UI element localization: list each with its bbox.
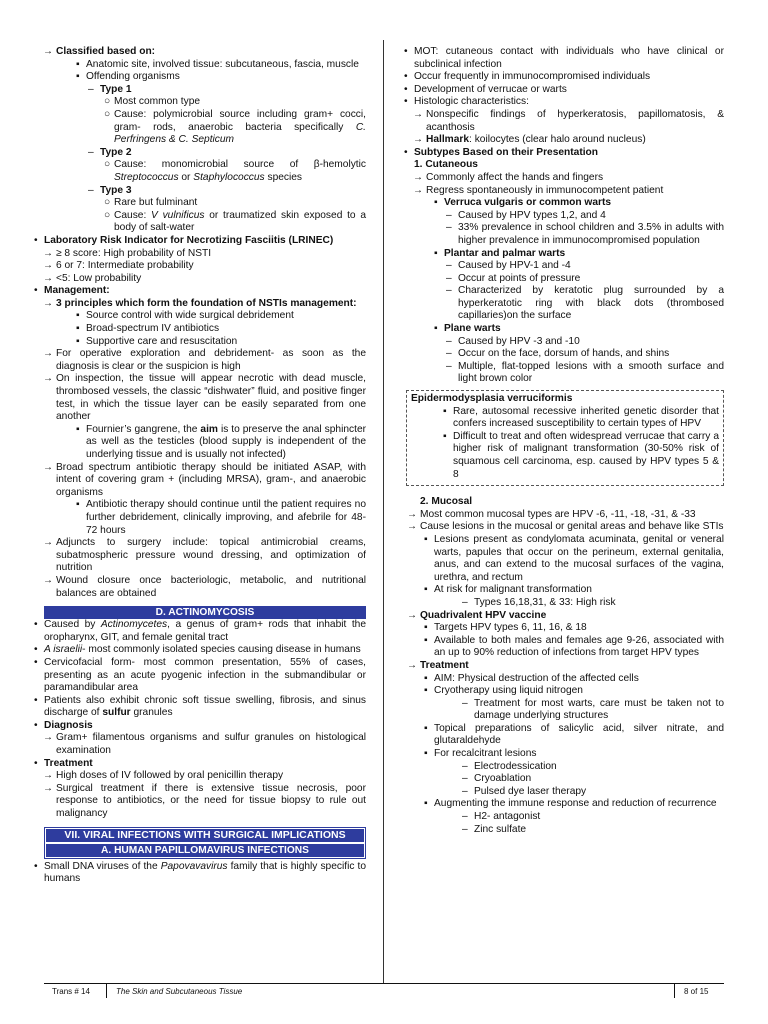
item-text: MOT: cutaneous contact with individuals who have clinical or subclinical infection: [414, 46, 724, 70]
square-bullet-icon: ▪: [76, 423, 80, 435]
square-bullet-icon: ▪: [76, 58, 80, 70]
item-text: Most common type: [114, 96, 201, 108]
list-item: [32, 861, 366, 886]
list-item: [402, 584, 724, 597]
list-item: [32, 644, 366, 657]
bullet-icon: •: [34, 644, 38, 656]
circle-bullet-icon: ○: [104, 209, 111, 221]
arrow-icon: →: [407, 508, 417, 520]
dash-bullet-icon: –: [88, 184, 94, 196]
list-item: [402, 273, 724, 286]
list-item: [402, 323, 724, 336]
list-item: [32, 336, 366, 349]
arrow-icon: →: [413, 184, 423, 196]
item-text: Targets HPV types 6, 11, 16, & 18: [434, 622, 587, 634]
list-item: [32, 248, 366, 261]
list-item: [32, 109, 366, 147]
bullet-icon: •: [34, 757, 38, 769]
item-text: Broad-spectrum IV antibiotics: [86, 323, 220, 335]
arrow-icon: →: [407, 609, 417, 621]
dash-bullet-icon: –: [446, 348, 452, 360]
item-text: Types 16,18,31, & 33: High risk: [474, 596, 616, 608]
item-text: AIM: Physical destruction of the affected cells: [434, 672, 639, 684]
list-item: [32, 732, 366, 757]
item-text: Verruca vulgaris or common warts: [444, 197, 612, 209]
item-text: 33% prevalence in school children and 3.5% in adults with higher prevalence in immunocompromised population: [458, 222, 724, 246]
bullet-icon: •: [404, 146, 408, 158]
dash-bullet-icon: –: [88, 146, 94, 158]
item-text: Adjuncts to surgery include: topical antimicrobial creams, subatmospheric pressure wound dressing, and optimization of nutrition: [56, 537, 366, 574]
list-item: [402, 134, 724, 147]
item-text: Caused by HPV -3 and -10: [458, 335, 580, 347]
list-item: [402, 159, 724, 172]
list-item: [32, 575, 366, 600]
item-text: Laboratory Risk Indicator for Necrotizing Fasciitis (LRINEC): [44, 234, 334, 246]
arrow-icon: →: [43, 348, 53, 360]
circle-bullet-icon: ○: [104, 108, 111, 120]
item-text: Wound closure once bacteriologic, metabolic, and nutritional balances are obtained: [56, 574, 366, 599]
bullet-icon: •: [404, 96, 408, 108]
circle-bullet-icon: ○: [104, 197, 111, 209]
footer-separator: [106, 984, 107, 998]
item-text: Nonspecific findings of hyperkeratosis, papillomatosis, & acanthosis: [426, 108, 724, 133]
item-text: High doses of IV followed by oral penicillin therapy: [56, 770, 284, 782]
item-text: Caused by Actinomycetes, a genus of gram+ rods that inhabit the oropharynx, GIT, and female genital tract: [44, 619, 366, 643]
left-column: [32, 46, 366, 886]
item-text: Plane warts: [444, 323, 501, 335]
dash-bullet-icon: –: [446, 272, 452, 284]
circle-bullet-icon: ○: [104, 159, 111, 171]
callout-box: [406, 390, 724, 486]
list-item: [402, 622, 724, 635]
item-text: Available to both males and females age 9-26, associated with an up to 90% reduction of infections from target HPV types: [434, 634, 724, 659]
list-item: [402, 96, 724, 109]
arrow-icon: →: [43, 260, 53, 272]
page-footer: [44, 983, 724, 1000]
item-text: Treatment for most warts, care must be taken not to damage underlying structures: [474, 697, 724, 722]
square-bullet-icon: ▪: [76, 323, 80, 335]
dash-bullet-icon: –: [446, 209, 452, 221]
list-item: [32, 424, 366, 462]
bullet-icon: •: [34, 656, 38, 668]
list-item: [402, 336, 724, 349]
list-item: [32, 695, 366, 720]
square-bullet-icon: ▪: [424, 798, 428, 810]
list-item: [402, 521, 724, 534]
item-text: Caused by HPV types 1,2, and 4: [458, 209, 606, 221]
square-bullet-icon: ▪: [424, 622, 428, 634]
list-item: [32, 758, 366, 771]
list-item: [402, 509, 724, 522]
list-item: [32, 59, 366, 72]
item-text: Multiple, flat-topped lesions with a smooth surface and light brown color: [458, 360, 724, 385]
list-item: [32, 462, 366, 500]
item-text: Development of verrucae or warts: [414, 83, 567, 95]
item-text: Cervicofacial form- most common presentation, 55% of cases, presenting as an acute pyogenic infection in the submandibular or paramandibular area: [44, 656, 366, 694]
item-text: Gram+ filamentous organisms and sulfur granules on histological examination: [56, 732, 366, 757]
item-text: Characterized by keratotic plug surrounded by a hyperkeratotic ring with black dots (thrombosed capillaries)on the surface: [458, 285, 724, 322]
list-item: [402, 348, 724, 361]
item-text: Lesions present as condylomata acuminata, genital or veneral warts, papules that occur on the perineum, external genitalia, anus, and can extend to the mucosal surfaces of the vagina, urethra, and rectum: [434, 533, 724, 583]
list-item: [402, 824, 724, 837]
list-item: [402, 748, 724, 761]
item-text: A israelii- most commonly isolated species causing disease in humans: [44, 644, 361, 656]
list-item: [402, 786, 724, 799]
list-item: [402, 761, 724, 774]
arrow-icon: →: [43, 537, 53, 549]
list-item: [32, 619, 366, 644]
bullet-icon: •: [34, 234, 38, 246]
item-text: Plantar and palmar warts: [444, 247, 566, 259]
list-item: [32, 210, 366, 235]
arrow-icon: →: [413, 134, 423, 146]
list-item: [32, 147, 366, 160]
list-item: [32, 185, 366, 198]
list-item: [402, 260, 724, 273]
list-item: [32, 783, 366, 821]
square-bullet-icon: ▪: [424, 722, 428, 734]
list-item: [32, 499, 366, 537]
dash-bullet-icon: –: [462, 697, 468, 709]
square-bullet-icon: ▪: [434, 323, 438, 335]
square-bullet-icon: ▪: [443, 430, 447, 442]
list-item: [32, 285, 366, 298]
list-item: [402, 610, 724, 623]
item-text: Supportive care and resuscitation: [86, 335, 238, 347]
item-text: Diagnosis: [44, 719, 93, 731]
list-item: [402, 635, 724, 660]
bullet-icon: •: [34, 694, 38, 706]
list-item: [402, 496, 724, 509]
bullet-icon: •: [404, 71, 408, 83]
list-item: [402, 798, 724, 811]
dash-bullet-icon: –: [462, 760, 468, 772]
list-item: [402, 698, 724, 723]
item-text: For operative exploration and debridement- as soon as the diagnosis is clear or the suspicion is high: [56, 348, 366, 372]
callout-title: Epidermodysplasia verruciformis: [411, 393, 573, 405]
list-item: [411, 406, 719, 431]
list-item: [32, 260, 366, 273]
arrow-icon: →: [43, 272, 53, 284]
item-text: Topical preparations of salicylic acid, silver nitrate, and glutaraldehyde: [434, 722, 724, 747]
item-text: 3 principles which form the foundation of NSTIs management:: [56, 297, 357, 309]
list-item: [402, 660, 724, 673]
list-item: [32, 46, 366, 59]
bullet-icon: •: [34, 285, 38, 297]
right-column: [402, 46, 724, 836]
list-item: [402, 673, 724, 686]
item-text: Subtypes Based on their Presentation: [414, 146, 598, 158]
square-bullet-icon: ▪: [76, 499, 80, 511]
item-text: Pulsed dye laser therapy: [474, 785, 587, 797]
list-item: [32, 537, 366, 575]
list-item: [402, 361, 724, 386]
item-text: On inspection, the tissue will appear necrotic with dead muscle, thrombosed vessels, the classic “dishwater” fluid, and positive finger test, in which the tissue layer can be easily separated from one another: [56, 373, 366, 423]
item-text: Caused by HPV-1 and -4: [458, 260, 571, 272]
dash-bullet-icon: –: [462, 773, 468, 785]
item-text: 6 or 7: Intermediate probability: [56, 260, 194, 272]
item-text: Antibiotic therapy should continue until the patient requires no further debridement, clinically improving, and afebrile for 48-72 hours: [86, 499, 366, 536]
square-bullet-icon: ▪: [76, 71, 80, 83]
list-item: [402, 46, 724, 71]
square-bullet-icon: ▪: [443, 405, 447, 417]
square-bullet-icon: ▪: [424, 634, 428, 646]
dash-bullet-icon: –: [446, 335, 452, 347]
list-item: [402, 811, 724, 824]
list-item: [402, 723, 724, 748]
dash-bullet-icon: –: [446, 260, 452, 272]
list-item: [402, 534, 724, 584]
column-divider: [383, 40, 384, 984]
item-text: Zinc sulfate: [474, 823, 527, 835]
list-item: [32, 770, 366, 783]
item-text: Occur on the face, dorsum of hands, and shins: [458, 348, 670, 360]
list-item: [32, 71, 366, 84]
bullet-icon: •: [404, 46, 408, 57]
list-item: [411, 431, 719, 481]
footer-document-title: The Skin and Subcutaneous Tissue: [116, 987, 243, 996]
item-text: Most common mucosal types are HPV -6, -11, -18, -31, & -33: [420, 508, 696, 520]
item-text: Small DNA viruses of the Papovavavirus family that is highly specific to humans: [44, 860, 366, 885]
item-text: Histologic characteristics:: [414, 96, 529, 108]
arrow-icon: →: [43, 461, 53, 473]
arrow-icon: →: [43, 46, 53, 57]
item-text: Occur frequently in immunocompromised individuals: [414, 71, 651, 83]
arrow-icon: →: [43, 732, 53, 744]
list-item: [32, 323, 366, 336]
list-item: [32, 298, 366, 311]
item-text: Patients also exhibit chronic soft tissue swelling, fibrosis, and sinus discharge of sulfur granules: [44, 694, 366, 719]
item-text: At risk for malignant transformation: [434, 584, 592, 596]
dash-bullet-icon: –: [462, 785, 468, 797]
footer-page-number: 8 of 15: [684, 987, 709, 996]
item-text: Augmenting the immune response and reduction of recurrence: [434, 798, 717, 810]
list-item: [32, 159, 366, 184]
item-text: For recalcitrant lesions: [434, 748, 537, 760]
list-item: [402, 773, 724, 786]
square-bullet-icon: ▪: [434, 247, 438, 259]
list-item: [32, 84, 366, 97]
list-item: [402, 685, 724, 698]
item-text: Cause: V vulnificus or traumatized skin exposed to a body of salt-water: [114, 209, 367, 234]
item-text: Difficult to treat and often widespread verrucae that carry a higher risk of malignant transformation (30-50% risk of squamous cell carcinoma, esp. caused by HPV types 5 & 8: [453, 430, 719, 480]
arrow-icon: →: [43, 373, 53, 385]
list-item: [402, 84, 724, 97]
list-item: [402, 285, 724, 323]
list-item: [402, 248, 724, 261]
arrow-icon: →: [413, 108, 423, 120]
circle-bullet-icon: ○: [104, 96, 111, 108]
list-item: [402, 185, 724, 198]
dash-bullet-icon: –: [446, 360, 452, 372]
item-text: Quadrivalent HPV vaccine: [420, 609, 547, 621]
item-text: Cryoablation: [474, 773, 532, 785]
list-item: [32, 273, 366, 286]
item-text: Cause: monomicrobial source of β-hemolytic Streptococcus or Staphylococcus species: [114, 159, 366, 183]
dash-bullet-icon: –: [446, 222, 452, 234]
item-text: Treatment: [420, 659, 469, 671]
list-item: [32, 373, 366, 423]
list-item: [402, 597, 724, 610]
item-text: Type 3: [100, 184, 132, 196]
item-text: Electrodessication: [474, 760, 557, 772]
item-text: Fournier’s gangrene, the aim is to preserve the anal sphincter as well as the testicles (blood supply is independent of the underlying tissue and is usually not infected): [86, 423, 366, 460]
item-text: Rare but fulminant: [114, 197, 198, 209]
item-text: Occur at points of pressure: [458, 272, 581, 284]
list-item: [402, 222, 724, 247]
item-text: Anatomic site, involved tissue: subcutaneous, fascia, muscle: [86, 58, 359, 70]
list-item: [32, 197, 366, 210]
dash-bullet-icon: –: [462, 596, 468, 608]
item-text: Cause lesions in the mucosal or genital areas and behave like STIs: [420, 521, 724, 533]
list-item: [32, 96, 366, 109]
arrow-icon: →: [43, 297, 53, 309]
item-text: Source control with wide surgical debridement: [86, 310, 294, 322]
dash-bullet-icon: –: [462, 811, 468, 823]
item-text: Commonly affect the hands and fingers: [426, 171, 604, 183]
bullet-icon: •: [34, 719, 38, 731]
dash-bullet-icon: –: [88, 83, 94, 95]
square-bullet-icon: ▪: [424, 748, 428, 760]
item-text: Offending organisms: [86, 71, 180, 83]
bullet-icon: •: [34, 619, 38, 631]
list-item: [32, 657, 366, 695]
section-banner: D. ACTINOMYCOSIS: [44, 606, 366, 619]
chapter-banner: VII. VIRAL INFECTIONS WITH SURGICAL IMPLICATIONS: [46, 829, 364, 842]
item-text: <5: Low probability: [56, 272, 142, 284]
arrow-icon: →: [43, 247, 53, 259]
item-text: H2- antagonist: [474, 811, 541, 823]
item-text: Broad spectrum antibiotic therapy should be initiated ASAP, with intent of covering gram + (including MRSA), gram-, and anaerobic organisms: [56, 461, 366, 498]
bullet-icon: •: [404, 83, 408, 95]
dash-bullet-icon: –: [446, 285, 452, 297]
item-text: Classified based on:: [56, 46, 156, 57]
item-text: Type 1: [100, 83, 132, 95]
list-item: [402, 210, 724, 223]
square-bullet-icon: ▪: [424, 672, 428, 684]
list-item: [32, 348, 366, 373]
footer-trans-number: Trans # 14: [52, 987, 90, 996]
item-text: 1. Cutaneous: [414, 159, 478, 171]
list-item: [402, 172, 724, 185]
list-item: [402, 197, 724, 210]
footer-separator: [674, 984, 675, 998]
list-item: [32, 310, 366, 323]
square-bullet-icon: ▪: [76, 335, 80, 347]
square-bullet-icon: ▪: [76, 310, 80, 322]
list-item: [32, 720, 366, 733]
item-text: Surgical treatment if there is extensive tissue necrosis, poor response to antibiotics, or the need for tissue biopsy to rule out malignancy: [56, 782, 366, 820]
item-text: Type 2: [100, 146, 132, 158]
list-item: [402, 147, 724, 160]
list-item: [402, 109, 724, 134]
section-banner: A. HUMAN PAPILLOMAVIRUS INFECTIONS: [46, 844, 364, 857]
section-banner-group: [44, 827, 366, 859]
arrow-icon: →: [407, 521, 417, 533]
list-item: [402, 71, 724, 84]
arrow-icon: →: [407, 659, 417, 671]
square-bullet-icon: ▪: [424, 533, 428, 545]
item-text: Rare, autosomal recessive inherited genetic disorder that confers increased susceptibility to certain types of HPV: [453, 405, 719, 430]
item-text: Hallmark: koilocytes (clear halo around nucleus): [426, 134, 646, 146]
item-text: 2. Mucosal: [420, 496, 473, 508]
bullet-icon: •: [34, 860, 38, 872]
square-bullet-icon: ▪: [424, 584, 428, 596]
dash-bullet-icon: –: [462, 823, 468, 835]
arrow-icon: →: [413, 171, 423, 183]
item-text: Cryotherapy using liquid nitrogen: [434, 685, 583, 697]
arrow-icon: →: [43, 770, 53, 782]
list-item: [32, 235, 366, 248]
item-text: Treatment: [44, 757, 93, 769]
square-bullet-icon: ▪: [434, 197, 438, 209]
arrow-icon: →: [43, 782, 53, 794]
item-text: ≥ 8 score: High probability of NSTI: [56, 247, 212, 259]
item-text: Management:: [44, 285, 110, 297]
arrow-icon: →: [43, 574, 53, 586]
item-text: Regress spontaneously in immunocompetent patient: [426, 184, 664, 196]
item-text: Cause: polymicrobial source including gram+ cocci, gram- rods, anaerobic bacteria specifically C. Perfringens & C. Septicum: [114, 108, 366, 146]
square-bullet-icon: ▪: [424, 685, 428, 697]
